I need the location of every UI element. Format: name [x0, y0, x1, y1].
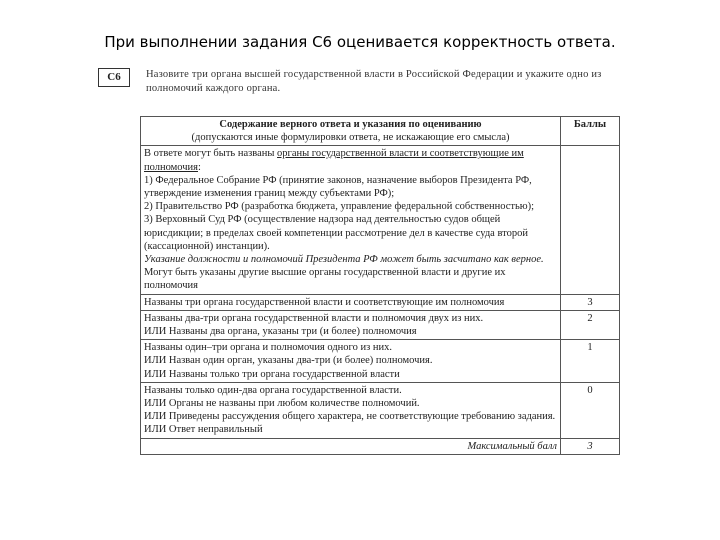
grading-table — [140, 116, 620, 455]
header-title: Содержание верного ответа и указания по оцениванию — [219, 119, 482, 130]
criteria-score: 1 — [561, 340, 620, 383]
criteria-line: Названы только один-два органа государственной власти. — [144, 384, 402, 396]
max-score-row — [141, 438, 620, 454]
criteria-line: Названы один–три органа и полномочия одного из них. — [144, 342, 392, 354]
answer-cell — [141, 146, 561, 294]
criteria-score: 3 — [561, 294, 620, 310]
criteria-line: ИЛИ Органы не названы при любом количестве полномочий. — [144, 398, 420, 410]
max-score-value: 3 — [561, 438, 620, 454]
criteria-line: ИЛИ Названы два органа, указаны три (и более) полномочия — [144, 326, 417, 338]
answer-point: 3) Верховный Суд РФ (осуществление надзора над деятельностью судов общей юрисдикции; в пределах своей компетенции рассмотрение дел в качестве суда второй (кассационной) инстанции). — [144, 214, 528, 252]
criteria-line: Названы три органа государственной власти и соответствующие им полномочия — [144, 296, 505, 308]
answer-intro-underlined: органы государственной власти и соответствующие им полномочия — [144, 148, 524, 173]
criteria-text — [141, 340, 561, 383]
criteria-text — [141, 294, 561, 310]
header-cell — [141, 117, 561, 146]
criteria-row — [141, 340, 620, 383]
answer-point: 2) Правительство РФ (разработка бюджета, управление федеральной собственностью); — [144, 201, 535, 213]
criteria-text — [141, 382, 561, 438]
criteria-row — [141, 294, 620, 310]
criteria-line: Названы два-три органа государственной власти и полномочия двух из них. — [144, 312, 484, 324]
answer-point: 1) Федеральное Собрание РФ (принятие законов, назначение выборов Президента РФ, утверждение изменения границ между субъектами РФ); — [144, 174, 532, 200]
page-title: При выполнении задания С6 оценивается корректность ответа. — [104, 33, 616, 51]
criteria-text — [141, 310, 561, 339]
criteria-score: 0 — [561, 382, 620, 438]
answer-intro-start: В ответе могут быть названы — [144, 148, 275, 160]
criteria-row — [141, 310, 620, 339]
answer-extra: Могут быть указаны другие высшие органы государственной власти и другие их полномочия — [144, 267, 506, 292]
criteria-line: ИЛИ Назван один орган, указаны два-три (и более) полномочия. — [144, 355, 433, 367]
task-text: Назовите три органа высшей государственной власти в Российской Федерации и укажите одно из полномочий каждого органа. — [146, 69, 602, 94]
answer-intro-end: : — [198, 161, 201, 173]
task-code-box: С6 — [98, 68, 130, 87]
answer-note: Указание должности и полномочий Президента РФ может быть засчитано как верное. — [144, 254, 544, 266]
criteria-line: ИЛИ Названы только три органа государственной власти — [144, 368, 400, 380]
max-score-label: Максимальный балл — [141, 438, 561, 454]
answer-row — [141, 146, 620, 294]
criteria-line: ИЛИ Ответ неправильный — [144, 424, 263, 436]
table-header-row — [141, 117, 620, 146]
criteria-row — [141, 382, 620, 438]
criteria-line: ИЛИ Приведены рассуждения общего характера, не соответствующие требованию задания. — [144, 411, 556, 423]
header-subtitle: (допускаются иные формулировки ответа, не искажающие его смысла) — [191, 132, 510, 144]
criteria-score: 2 — [561, 310, 620, 339]
score-header: Баллы — [561, 117, 620, 146]
answer-intro — [144, 147, 557, 173]
answer-score-cell — [561, 146, 620, 294]
